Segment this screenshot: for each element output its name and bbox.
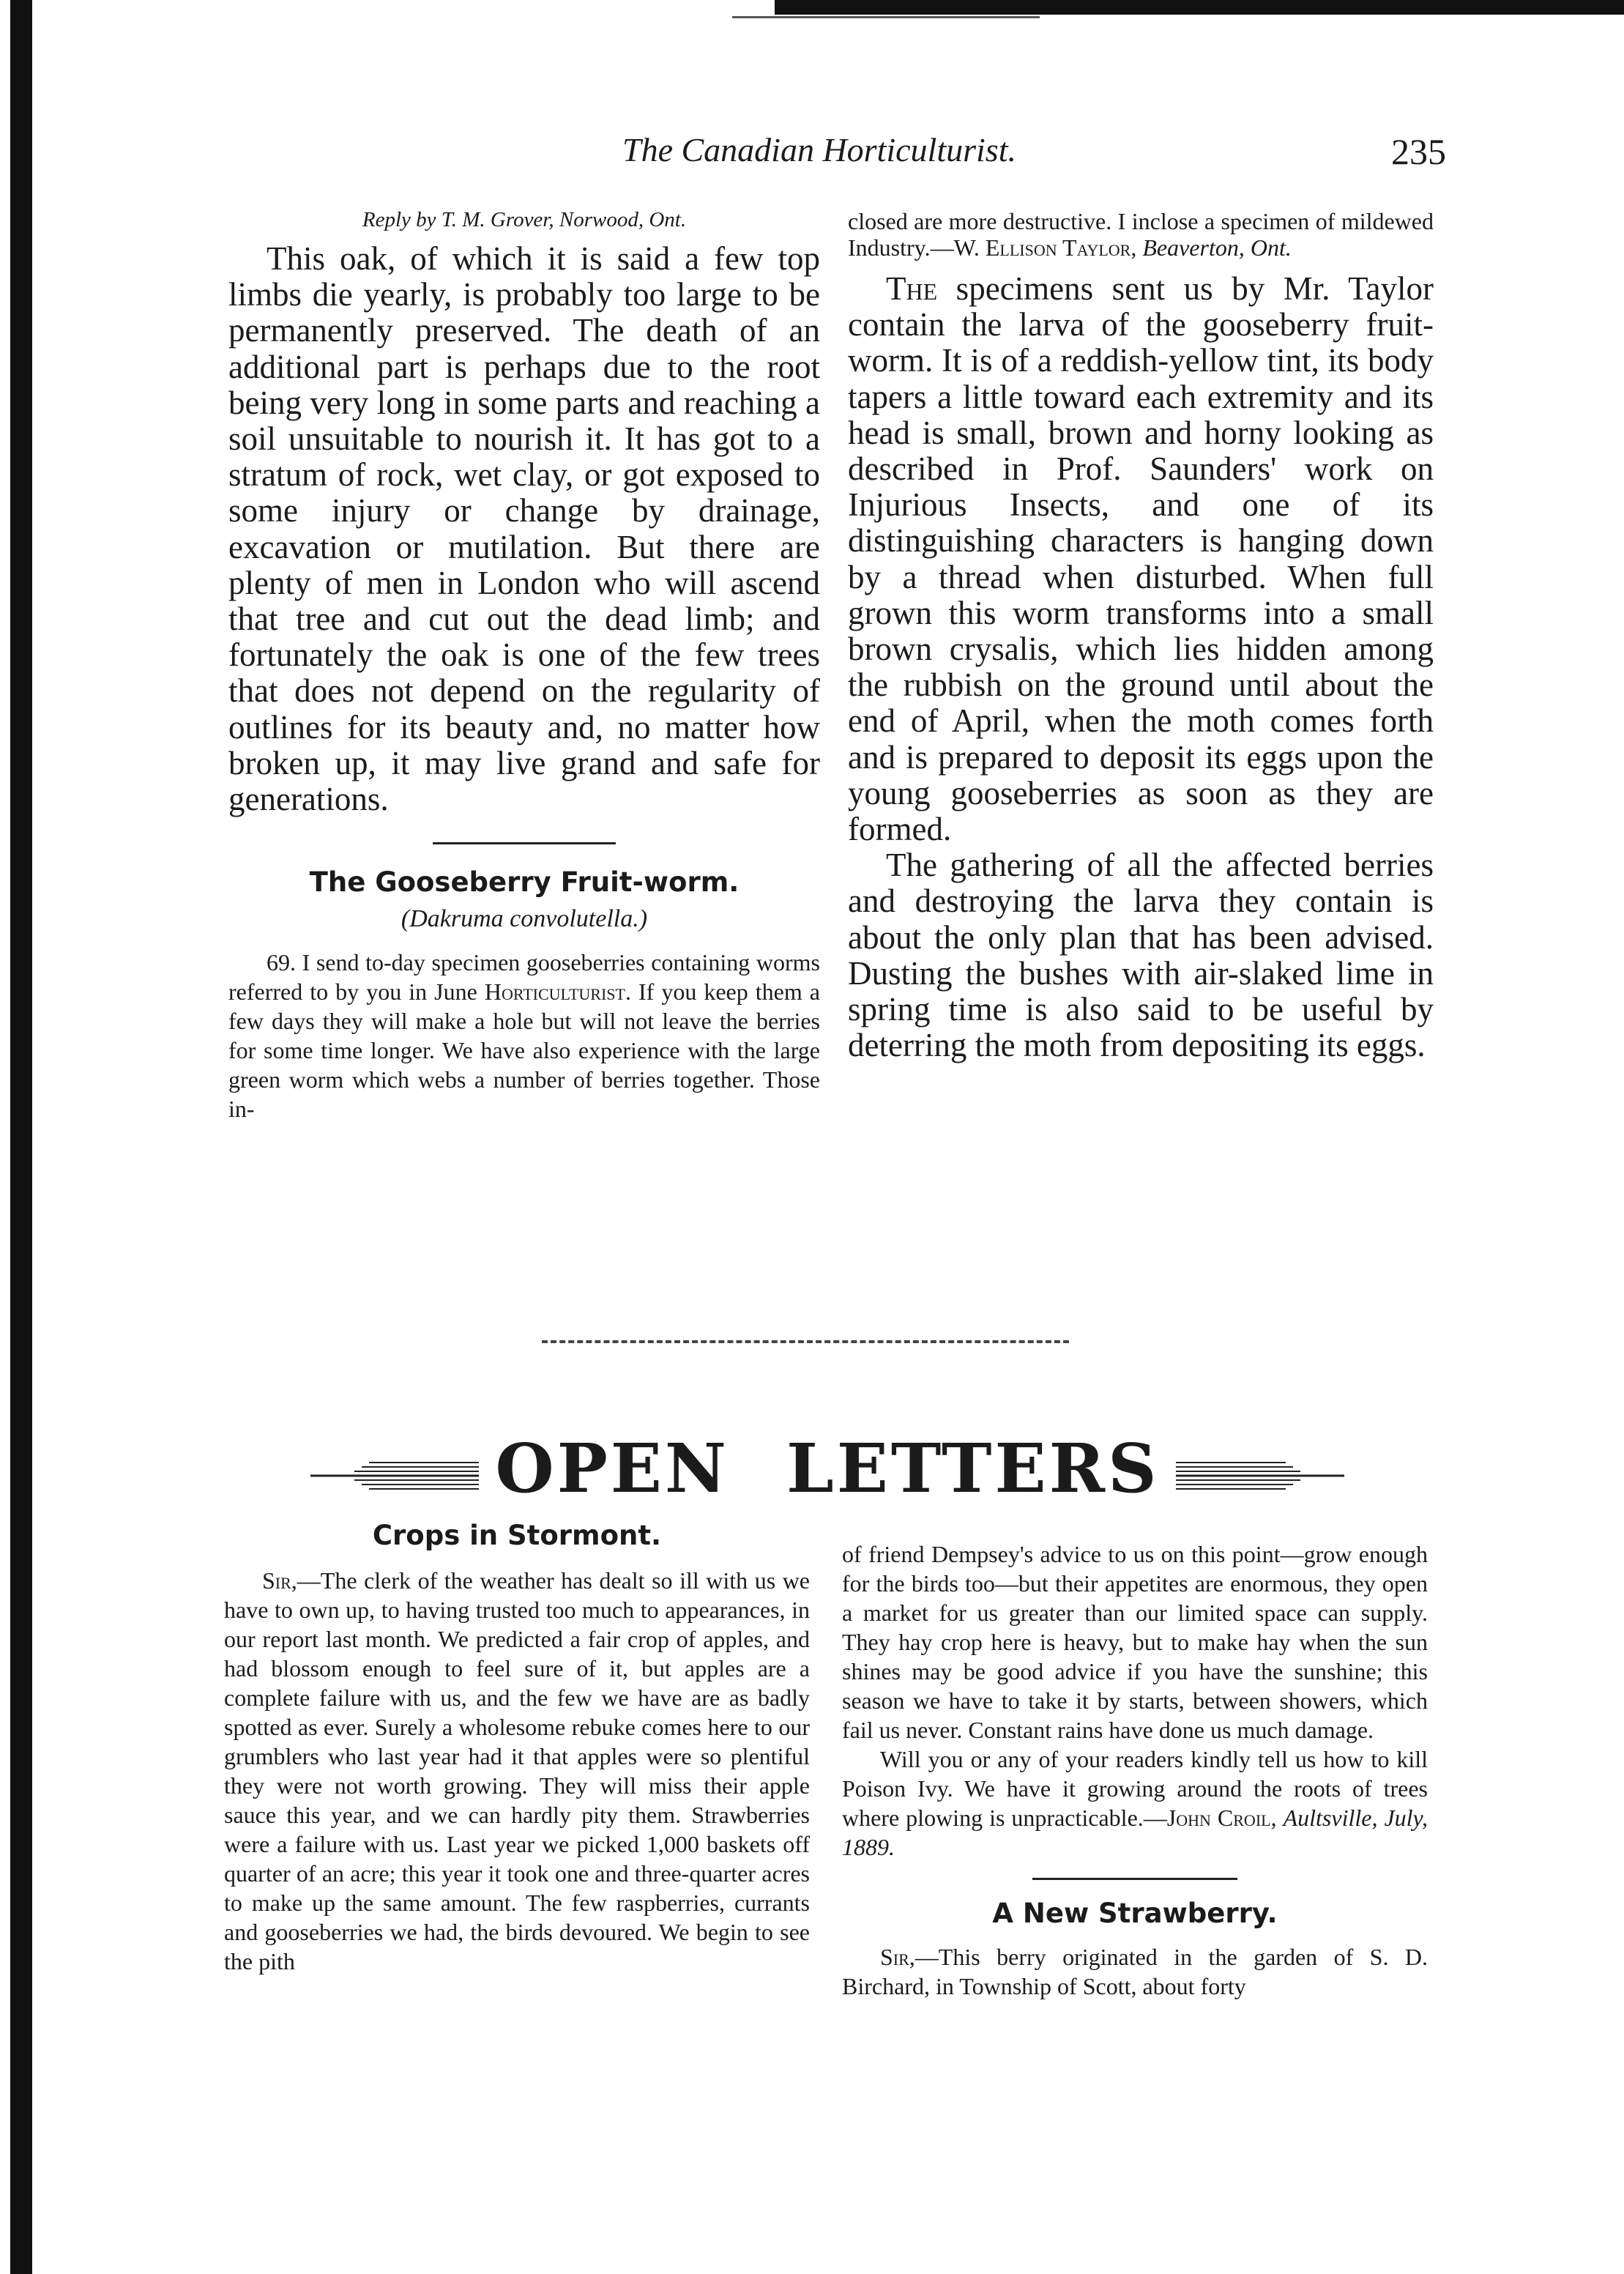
letter-69-place: Beaverton, Ont. [1142, 234, 1292, 261]
running-title: The Canadian Horticulturist. [622, 131, 1016, 168]
gooseberry-reply-paragraph-2: The gathering of all the affected berries and destroying the larva they contain is about the only plan that has been advised. Dusting the bushes with air-slaked lime in spring time is also said to be useful by deterring the moth from depositing its eggs. [848, 847, 1434, 1064]
letter-69-start: 69. I send to-day specimen gooseberries containing worms referred to by you in June [228, 949, 820, 1006]
strawberry-letter [842, 1942, 1428, 2001]
section-break-dots [542, 1340, 1069, 1346]
crops-in-stormont-title: Crops in Stormont. [372, 1520, 662, 1551]
gooseberry-latin-name: (Dakruma convolutella.) [401, 905, 648, 933]
poison-ivy-signature: John Croil [1166, 1805, 1271, 1831]
heading-word-open: OPEN [495, 1429, 730, 1508]
crops-salutation: Sir [262, 1567, 291, 1594]
open-letters-left-column [224, 1520, 810, 1976]
scan-top-border [775, 0, 1624, 15]
new-strawberry-title: A New Strawberry. [992, 1898, 1278, 1929]
page-number: 235 [1391, 131, 1446, 172]
letter-69-rest: . If you keep them a few days they will make a hole but will not leave the berries for some time longer. We have also experience with the large green worm which webs a number of berries together. Those in- [228, 978, 821, 1123]
crops-letter-continuation: of friend Dempsey's advice to us on this point—grow enough for the birds too—but their appetites are enormous, they open a market for us greater than our limited space can supply. They hay crop here is heavy, but to make hay when the sun shines may be good advice if you have the sunshine; this season we have to take it by starts, between showers, which fail us never. Constant rains have done us much damage. [842, 1541, 1428, 1743]
page-binding-edge [10, 0, 32, 2274]
left-ornament-lines [310, 1446, 479, 1490]
heading-word-letters: LETTERS [786, 1429, 1160, 1508]
letter-69-signature: W. Ellison Taylor [953, 234, 1131, 261]
crops-letter [224, 1566, 810, 1976]
reply-lead-word: The [886, 270, 938, 307]
letter-divider [1032, 1878, 1237, 1880]
gooseberry-article-title: The Gooseberry Fruit-worm. [309, 866, 740, 899]
left-column [228, 208, 820, 1123]
gooseberry-reply-paragraph-1 [848, 271, 1434, 847]
letter-69-continuation: closed are more destructive. I inclose a specimen of mildewed Industry.—W. Ellison Taylor, Beaverton, Ont. [848, 208, 1434, 261]
reply-attribution: Reply by T. M. Grover, Norwood, Ont. [362, 208, 687, 231]
letter-69-continuation-text: closed are more destructive. I inclose a specimen of mildewed Industry.— [848, 208, 1434, 261]
right-ornament-lines [1176, 1446, 1344, 1490]
strawberry-letter-text: ,—This berry originated in the garden of S. D. Birchard, in Township of Scott, about forty [842, 1944, 1428, 1999]
oak-reply-paragraph: This oak, of which it is said a few top limbs die yearly, is probably too large to be permanently preserved. The death of an additional part is perhaps due to the root being very long in some parts and reaching a soil unsuitable to nourish it. It has got to a stratum of rock, wet clay, or got exposed to some injury or change by drainage, excavation or mutilation. But there are plenty of men in London who will ascend that tree and cut out the dead limb; and fortunately the oak is one of the few trees that does not depend on the regularity of outlines for its beauty and, no matter how broken up, it may live grand and safe for generations. [228, 240, 820, 818]
open-letters-heading [495, 1429, 1159, 1508]
poison-ivy-place: Aultsville, July, 1889. [842, 1805, 1428, 1860]
right-column [848, 208, 1434, 1063]
section-divider [433, 842, 616, 844]
poison-ivy-letter: Will you or any of your readers kindly tell us how to kill Poison Ivy. We have it growing around the roots of trees where plowing is unpracticable.—John Croil, Aultsville, July, 1889. [842, 1746, 1428, 1860]
scan-top-line [732, 16, 1040, 18]
letter-69-journal-name: Horticulturist [484, 978, 625, 1006]
crops-letter-text: ,—The clerk of the weather has dealt so ill with us we have to own up, to having trusted too much to appearances, in our report last month. We predicted a fair crop of apples, and had blossom enough to feel sure of it, but apples are a complete failure with us, and the few we have are as badly spotted as ever. Surely a wholesome rebuke comes here to our grumblers who last year had it that apples were so plentiful they were not worth growing. They will miss their apple sauce this year, and we can hardly pity them. Strawberries were a failure with us. Last year we picked 1,000 baskets off quarter of an acre; this year it took one and three-quarter acres to make up the same amount. The few raspberries, currants and gooseberries we had, the birds devoured. We begin to see the pith [224, 1567, 810, 1974]
reply-paragraph-1-text: specimens sent us by Mr. Taylor contain the larva of the gooseberry fruit-worm. It is of a reddish-yellow tint, its body tapers a little toward each extremity and its head is small, brown and horny looking as described in Prof. Saunders' work on Injurious Insects, and one of its distinguishing characters is hanging down by a thread when disturbed. When full grown this worm transforms into a small brown crysalis, which lies hidden among the rubbish on the ground until about the end of April, when the moth comes forth and is prepared to deposit its eggs upon the young gooseberries as soon as they are formed. [848, 270, 1434, 848]
open-letters-right-column [842, 1539, 1428, 2001]
strawberry-salutation: Sir [880, 1944, 909, 1970]
letter-69 [228, 948, 820, 1123]
open-letters-banner [293, 1429, 1362, 1508]
poison-ivy-text: Will you or any of your readers kindly tell us how to kill Poison Ivy. We have it growing around the roots of trees where plowing is unpracticable.— [842, 1746, 1428, 1831]
